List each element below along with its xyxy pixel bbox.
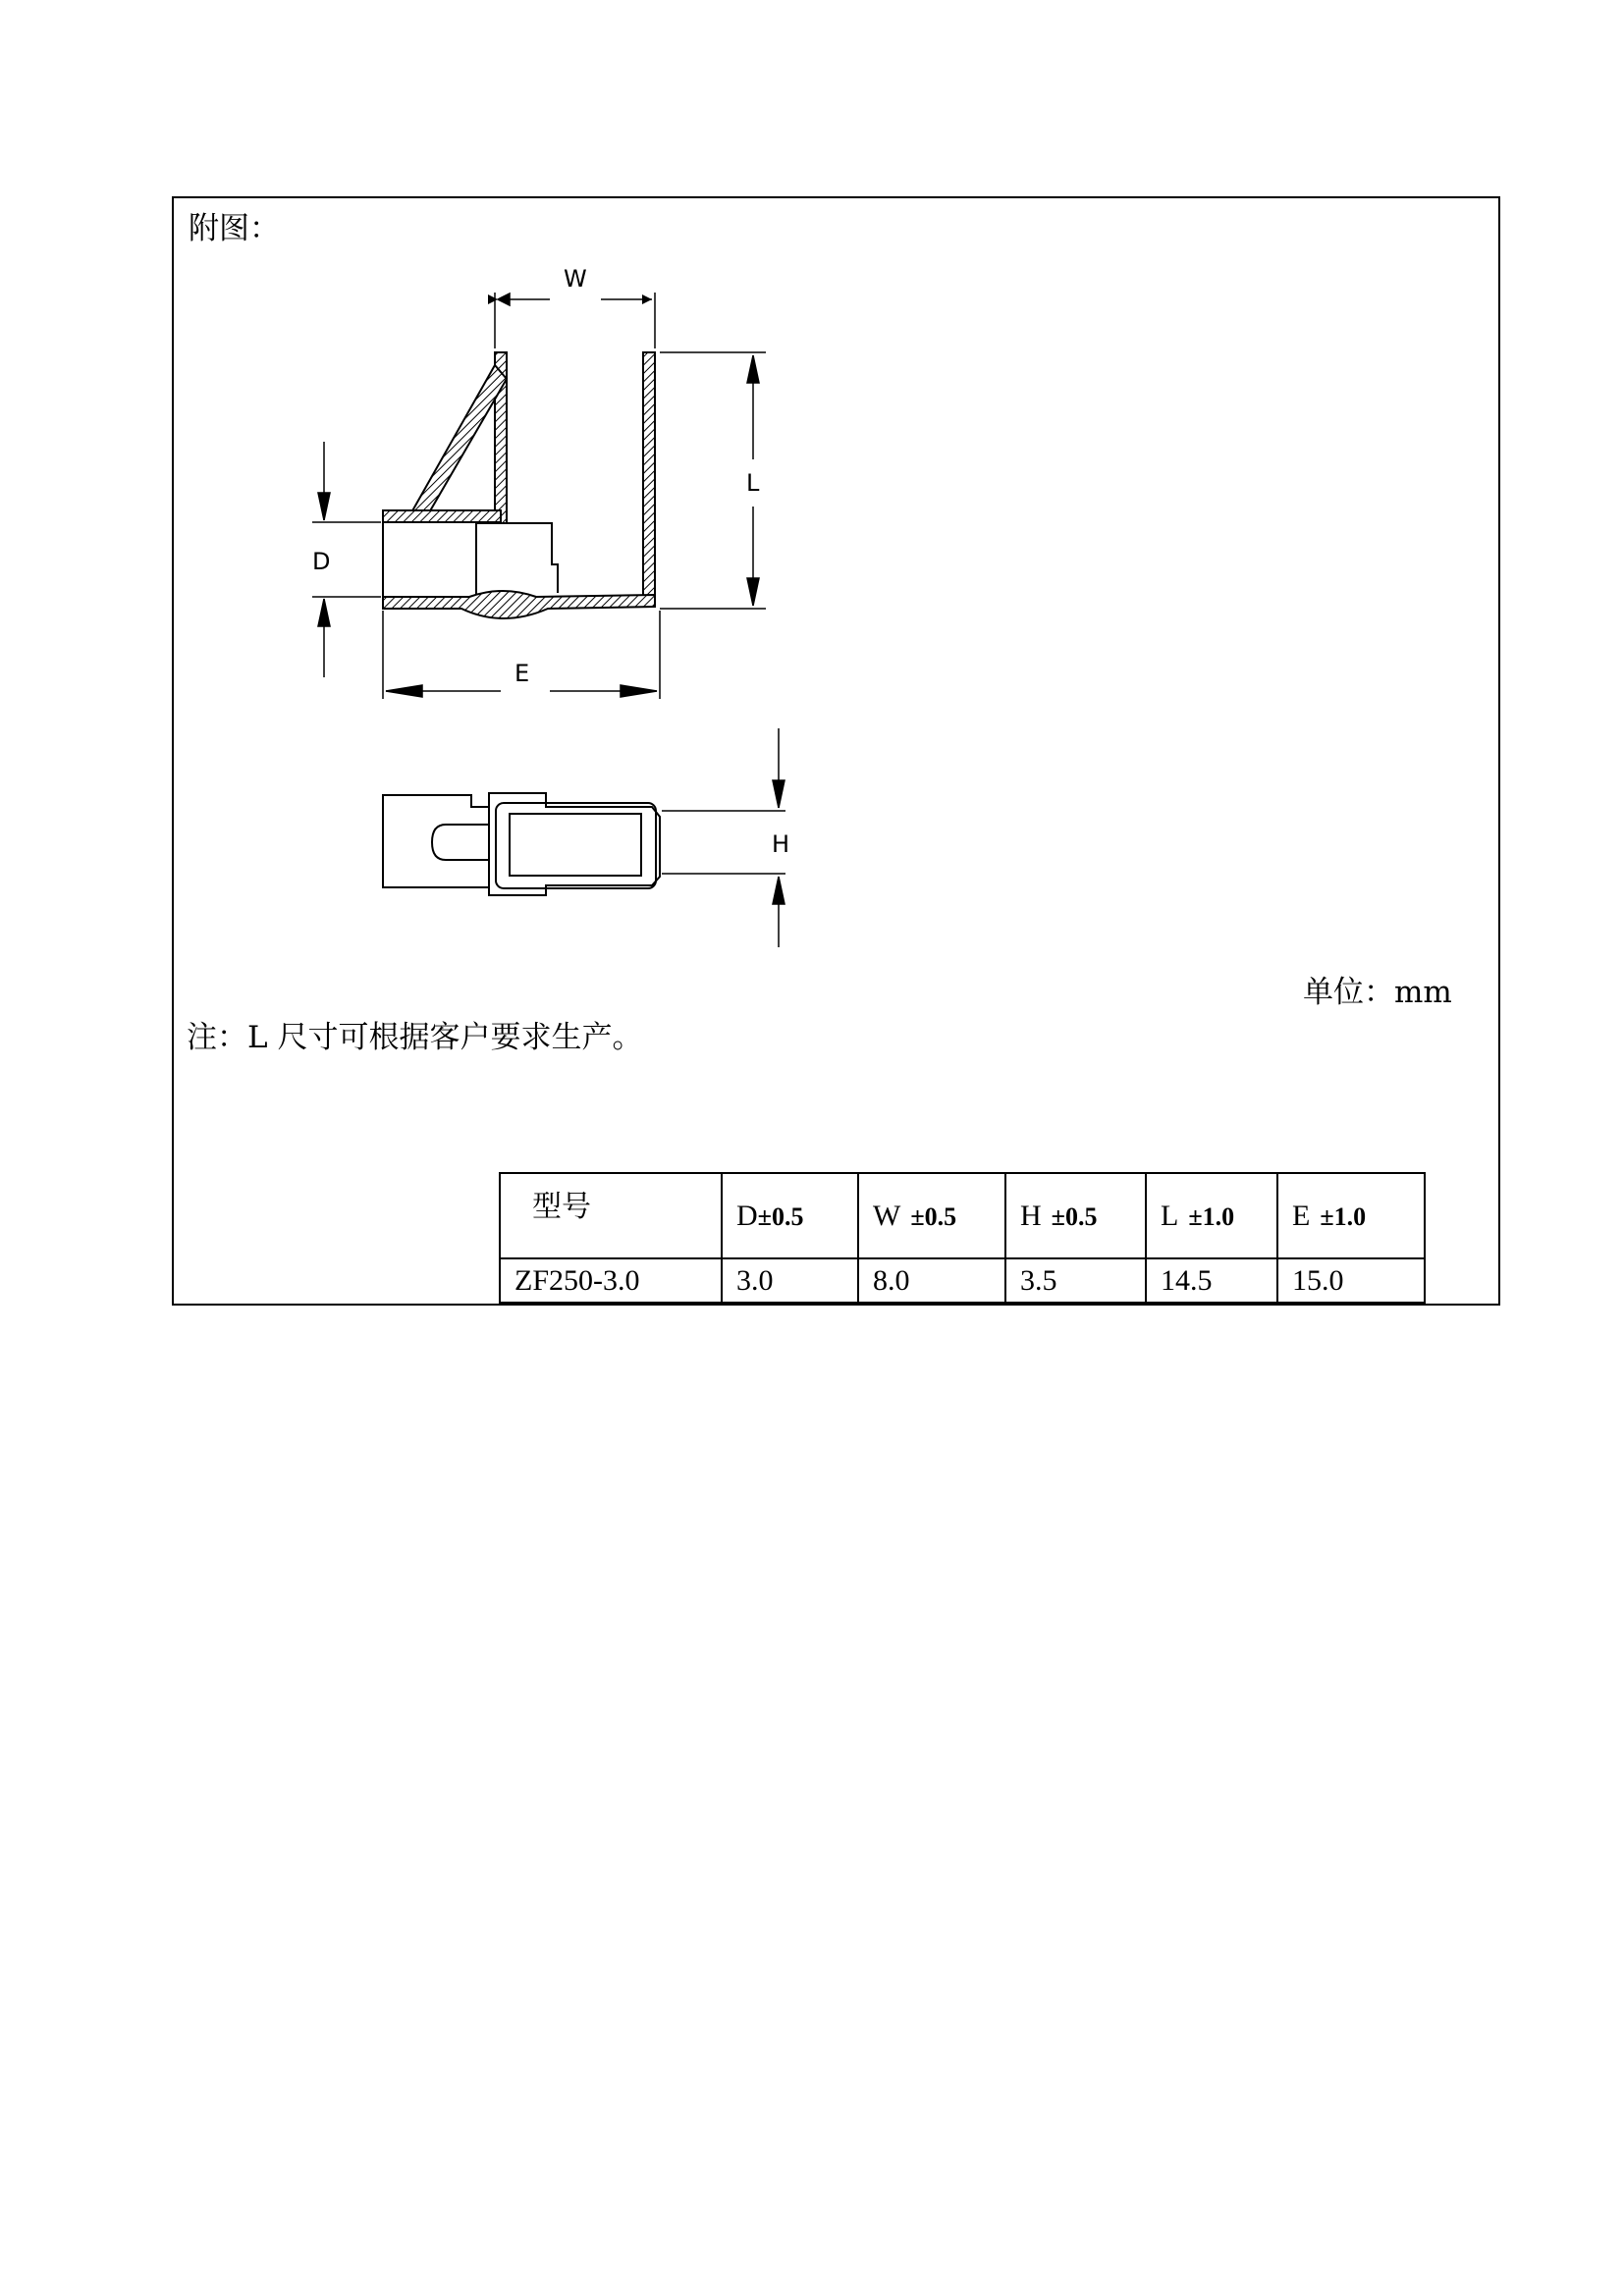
dimension-W bbox=[495, 293, 655, 348]
header-E: E ±1.0 bbox=[1277, 1173, 1425, 1258]
gusset bbox=[410, 365, 507, 514]
header-L: L ±1.0 bbox=[1146, 1173, 1277, 1258]
cell-L: 14.5 bbox=[1146, 1258, 1277, 1303]
dim-label-E: E bbox=[514, 660, 530, 687]
dim-label-D: D bbox=[312, 548, 331, 575]
note-text: 注：L 尺寸可根据客户要求生产。 bbox=[187, 1020, 643, 1055]
cell-E: 15.0 bbox=[1277, 1258, 1425, 1303]
cell-W: 8.0 bbox=[858, 1258, 1005, 1303]
cell-H: 3.5 bbox=[1005, 1258, 1146, 1303]
table-row bbox=[500, 1258, 1425, 1303]
spec-table bbox=[499, 1172, 1426, 1304]
sleeve-right-wall bbox=[643, 352, 655, 598]
cell-D: 3.0 bbox=[722, 1258, 858, 1303]
header-H: H ±0.5 bbox=[1005, 1173, 1146, 1258]
technical-drawing bbox=[0, 0, 1624, 982]
dimension-H bbox=[662, 728, 785, 947]
dim-label-L: L bbox=[746, 469, 760, 497]
dim-label-H: H bbox=[772, 830, 790, 858]
header-W: W ±0.5 bbox=[858, 1173, 1005, 1258]
header-D: D±0.5 bbox=[722, 1173, 858, 1258]
table-header-row bbox=[500, 1173, 1425, 1258]
unit-label: 单位：mm bbox=[1303, 975, 1452, 1010]
header-model: 型号 bbox=[500, 1173, 722, 1258]
top-view bbox=[383, 793, 660, 895]
tube-bottom-wall bbox=[383, 591, 655, 618]
side-view bbox=[383, 352, 655, 618]
cell-model: ZF250-3.0 bbox=[500, 1258, 722, 1303]
figure-title: 附图： bbox=[189, 211, 280, 246]
dim-label-W: W bbox=[564, 265, 587, 293]
tube-top-wall bbox=[383, 510, 501, 522]
